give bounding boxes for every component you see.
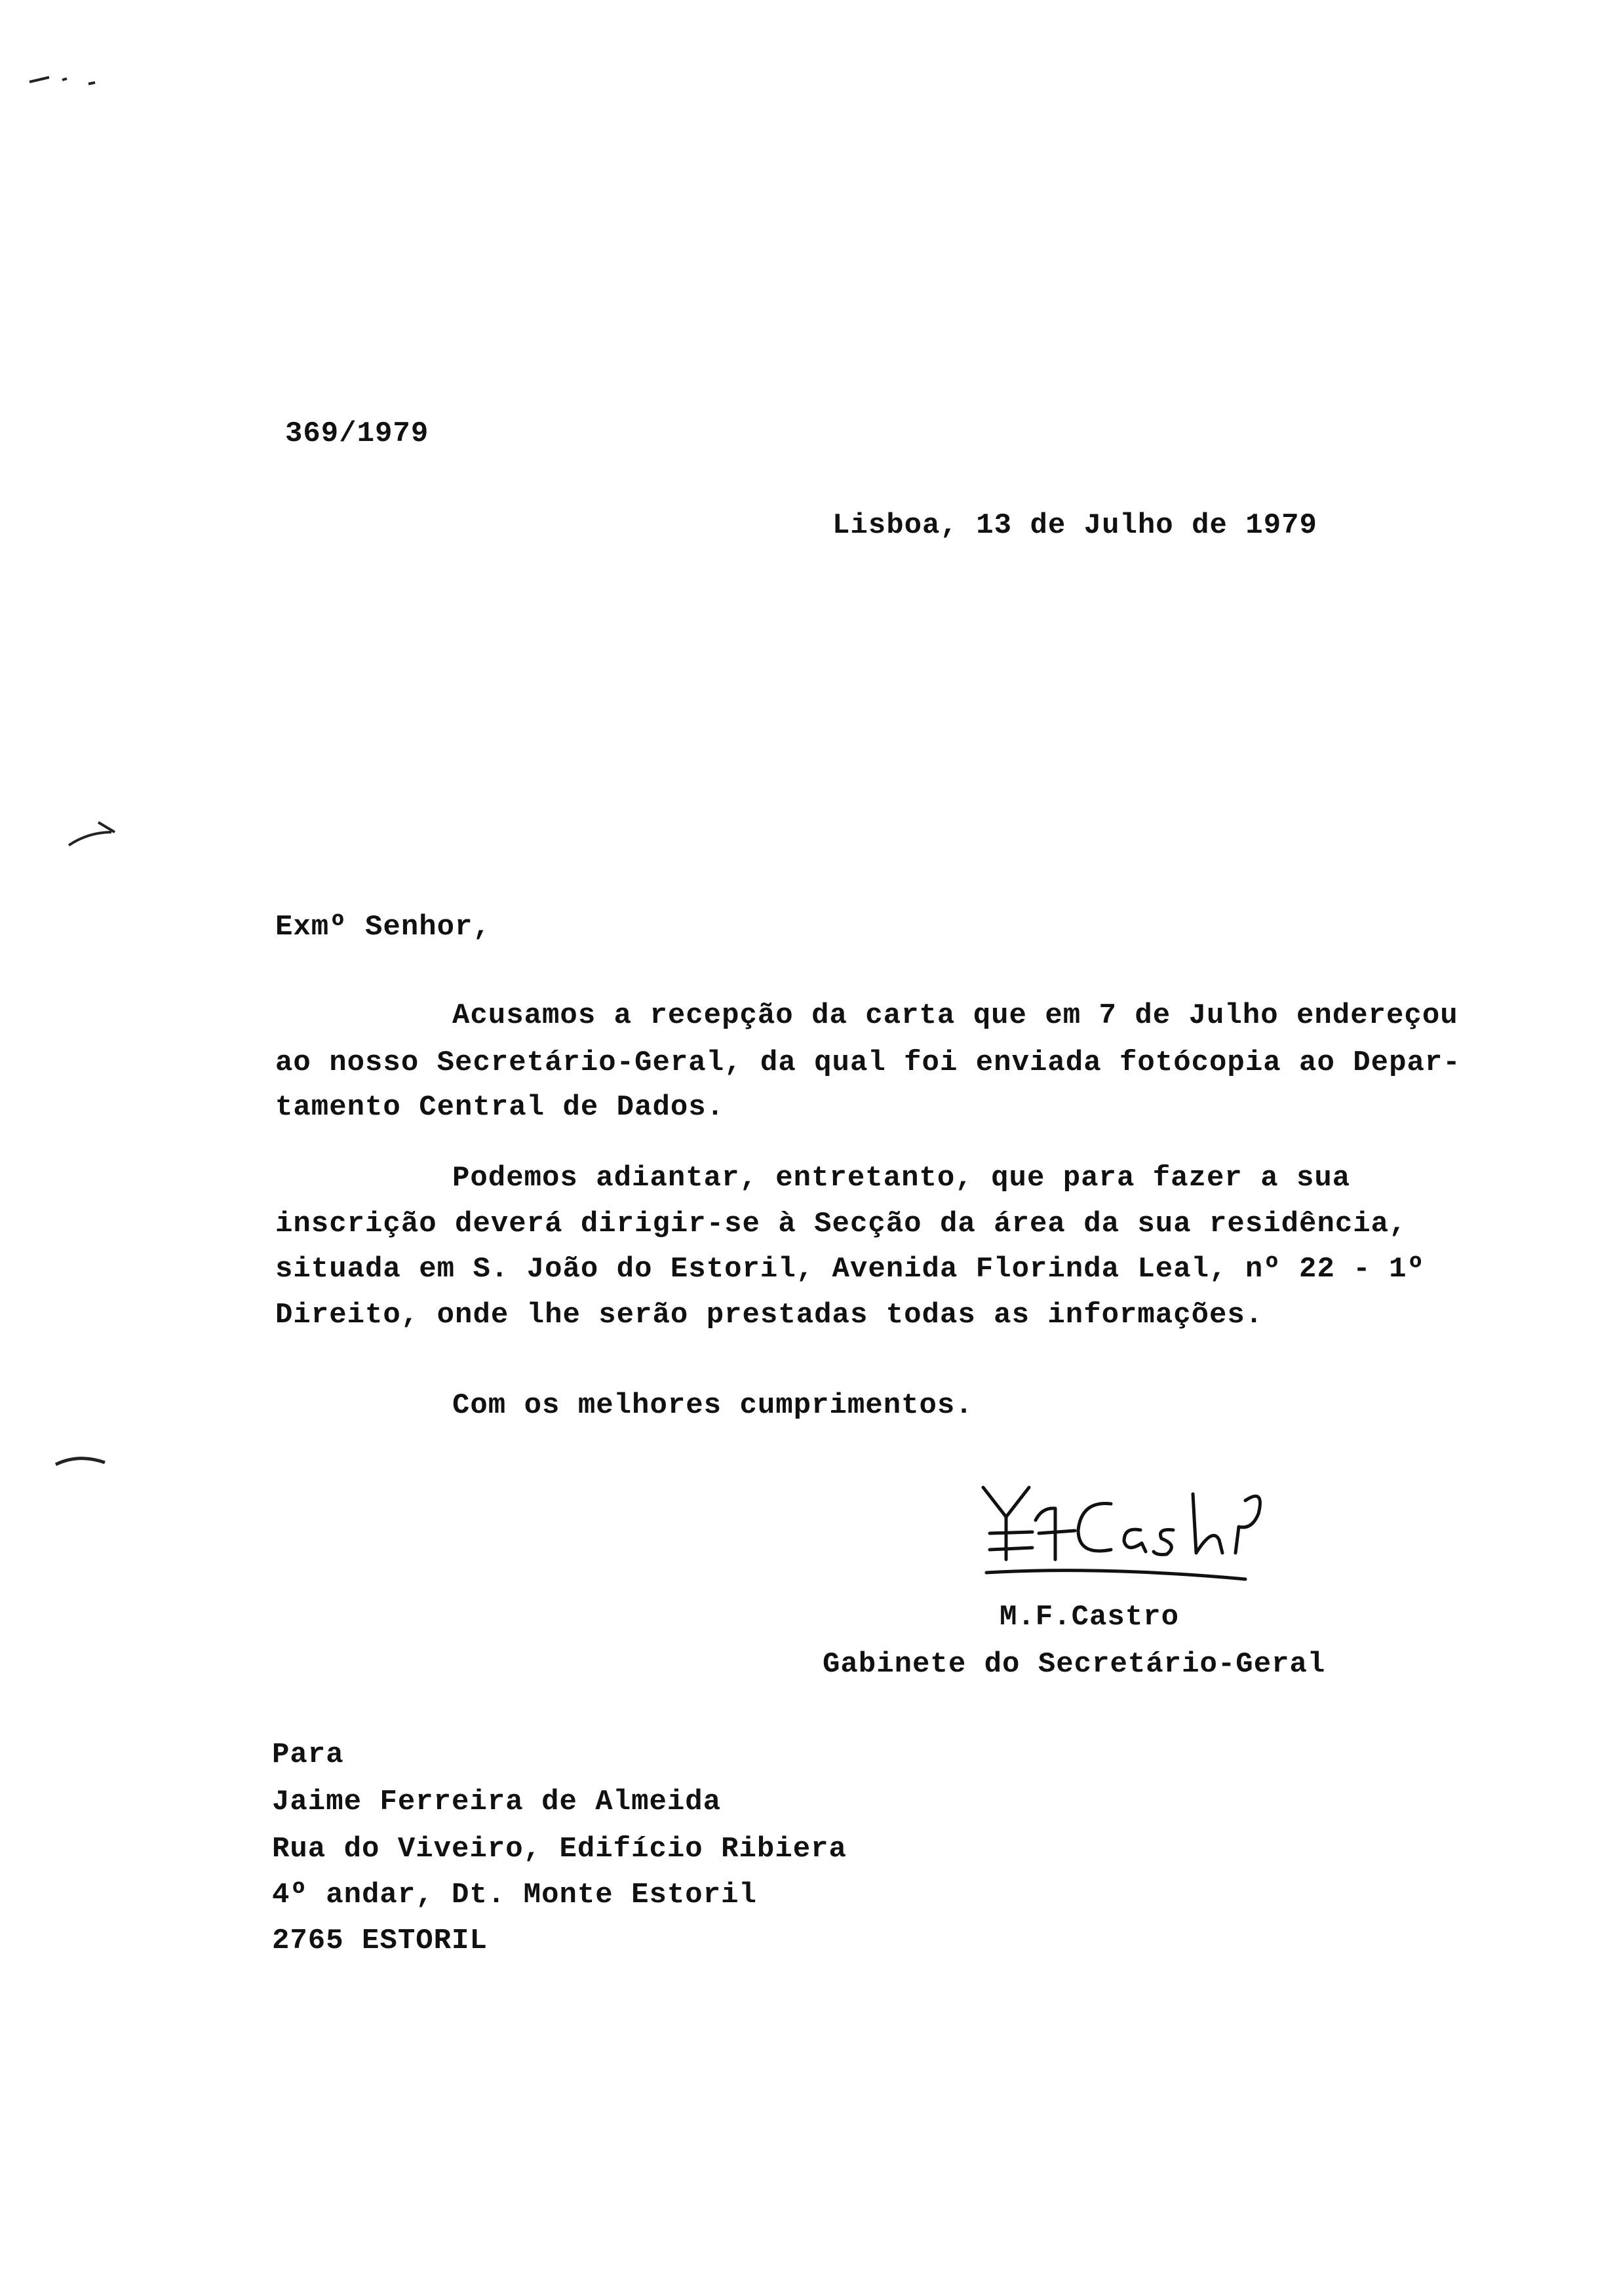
scan-mark-left-2 <box>52 1448 111 1474</box>
paragraph1-line3: tamento Central de Dados. <box>275 1091 725 1124</box>
recipient-address-line2: 4º andar, Dt. Monte Estoril <box>272 1879 757 1911</box>
paragraph2-line4: Direito, onde lhe serão prestadas todas as informações. <box>275 1299 1264 1331</box>
closing-line: Com os melhores cumprimentos. <box>452 1389 973 1422</box>
paragraph2-line2: inscrição deverá dirigir-se à Secção da área da sua residência, <box>275 1208 1407 1240</box>
recipient-address-line1: Rua do Viveiro, Edifício Ribiera <box>272 1833 847 1866</box>
reference-number: 369/1979 <box>285 417 429 450</box>
paragraph2-line3: situada em S. João do Estoril, Avenida Florinda Leal, nº 22 - 1º <box>275 1253 1425 1286</box>
handwritten-signature <box>970 1468 1285 1586</box>
recipient-address-line3: 2765 ESTORIL <box>272 1924 488 1957</box>
paragraph2-line1: Podemos adiantar, entretanto, que para fazer a sua <box>452 1162 1351 1195</box>
signer-name: M.F.Castro <box>1000 1601 1180 1634</box>
signer-office: Gabinete do Secretário-Geral <box>823 1648 1326 1681</box>
letter-date: Lisboa, 13 de Julho de 1979 <box>832 509 1317 542</box>
paragraph1-line1: Acusamos a recepção da carta que em 7 de Julho endereçou <box>452 999 1458 1032</box>
recipient-name: Jaime Ferreira de Almeida <box>272 1786 722 1818</box>
salutation: Exmº Senhor, <box>275 911 491 944</box>
recipient-label: Para <box>272 1738 344 1771</box>
scan-mark-left-1 <box>62 813 121 852</box>
scan-mark-top-left <box>26 66 98 92</box>
paragraph1-line2: ao nosso Secretário-Geral, da qual foi enviada fotócopia ao Depar- <box>275 1046 1461 1079</box>
